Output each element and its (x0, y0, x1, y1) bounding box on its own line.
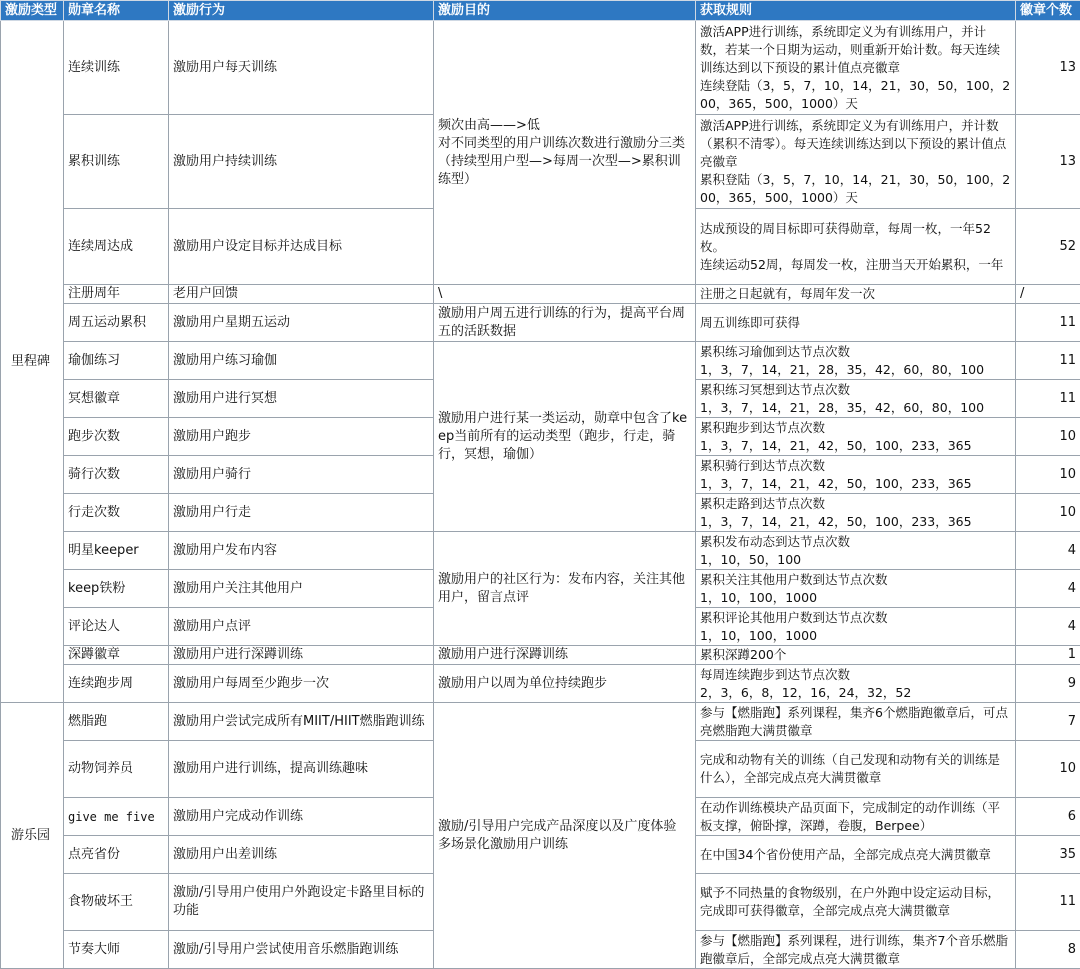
rule-cell: 参与【燃脂跑】系列课程，集齐6个燃脂跑徽章后，可点亮燃脂跑大满贯徽章 (696, 703, 1016, 741)
purpose-cell: \ (434, 285, 696, 304)
badge-name-cell: 深蹲徽章 (64, 646, 169, 665)
type-cell-milestone: 里程碑 (1, 21, 64, 703)
action-cell: 激励用户持续训练 (169, 115, 434, 209)
count-cell: 4 (1016, 570, 1080, 608)
count-cell: / (1016, 285, 1080, 304)
rule-cell: 累积跑步到达节点次数 1，3，7，14，21，42，50，100，233，365 (696, 418, 1016, 456)
count-cell: 6 (1016, 798, 1080, 836)
table-row (1, 665, 1080, 703)
count-cell: 8 (1016, 931, 1080, 969)
count-cell: 1 (1016, 646, 1080, 665)
count-cell: 11 (1016, 342, 1080, 380)
action-cell: 激励/引导用户使用户外跑设定卡路里目标的功能 (169, 874, 434, 931)
count-cell: 4 (1016, 608, 1080, 646)
rule-cell: 每周连续跑步到达节点次数 2，3，6，8，12，16，24，32，52 (696, 665, 1016, 703)
count-cell: 10 (1016, 418, 1080, 456)
count-cell: 10 (1016, 494, 1080, 532)
action-cell: 激励用户设定目标并达成目标 (169, 209, 434, 285)
rule-cell: 累积发布动态到达节点次数 1，10，50，100 (696, 532, 1016, 570)
count-cell: 9 (1016, 665, 1080, 703)
action-cell: 激励用户完成动作训练 (169, 798, 434, 836)
purpose-cell: 激励用户进行深蹲训练 (434, 646, 696, 665)
rule-cell: 赋予不同热量的食物级别，在户外跑中设定运动目标，完成即可获得徽章，全部完成点亮大满贯徽章 (696, 874, 1016, 931)
action-cell: 激励用户出差训练 (169, 836, 434, 874)
purpose-cell: 激励/引导用户完成产品深度以及广度体验 多场景化激励用户训练 (434, 703, 696, 969)
count-cell: 11 (1016, 874, 1080, 931)
rule-cell: 周五训练即可获得 (696, 304, 1016, 342)
action-cell: 激励用户练习瑜伽 (169, 342, 434, 380)
table-row (1, 21, 1080, 115)
header-type: 激励类型 (1, 1, 64, 21)
header-count: 徽章个数 (1016, 1, 1080, 21)
badge-name-cell: 注册周年 (64, 285, 169, 304)
badge-name-cell: 燃脂跑 (64, 703, 169, 741)
action-cell: 老用户回馈 (169, 285, 434, 304)
action-cell: 激励用户骑行 (169, 456, 434, 494)
rule-cell: 在动作训练模块产品页面下，完成制定的动作训练（平板支撑，俯卧撑，深蹲，卷腹，Berpee） (696, 798, 1016, 836)
rule-cell: 累积走路到达节点次数 1，3，7，14，21，42，50，100，233，365 (696, 494, 1016, 532)
badge-name-cell: 累积训练 (64, 115, 169, 209)
count-cell: 11 (1016, 380, 1080, 418)
action-cell: 激励用户跑步 (169, 418, 434, 456)
rule-cell: 累积关注其他用户数到达节点次数 1，10，100，1000 (696, 570, 1016, 608)
rule-cell: 激活APP进行训练，系统即定义为有训练用户，并计数，若某一个日期为运动，则重新开始计数。每天连续训练达到以下预设的累计值点亮徽章 连续登陆（3，5，7，10，14，21，30，50，100，200，365，500，1000）天 (696, 21, 1016, 115)
header-purpose: 激励目的 (434, 1, 696, 21)
action-cell: 激励用户尝试完成所有MIIT/HIIT燃脂跑训练 (169, 703, 434, 741)
count-cell: 52 (1016, 209, 1080, 285)
rule-cell: 激活APP进行训练，系统即定义为有训练用户，并计数（累积不清零）。每天连续训练达到以下预设的累计值点亮徽章 累积登陆（3，5，7，10，14，21，30，50，100，200，365，500，1000）天 (696, 115, 1016, 209)
count-cell: 10 (1016, 741, 1080, 798)
badge-name-cell: 行走次数 (64, 494, 169, 532)
table-row (1, 646, 1080, 665)
badge-name-cell: 骑行次数 (64, 456, 169, 494)
count-cell: 11 (1016, 304, 1080, 342)
count-cell: 10 (1016, 456, 1080, 494)
badge-name-cell: keep铁粉 (64, 570, 169, 608)
header-row (1, 1, 1080, 21)
badge-name-cell: 明星keeper (64, 532, 169, 570)
table-row (1, 285, 1080, 304)
action-cell: 激励/引导用户尝试使用音乐燃脂跑训练 (169, 931, 434, 969)
purpose-cell: 激励用户周五进行训练的行为，提高平台周五的活跃数据 (434, 304, 696, 342)
header-badge-name: 勋章名称 (64, 1, 169, 21)
table-row (1, 532, 1080, 570)
header-action: 激励行为 (169, 1, 434, 21)
purpose-cell: 激励用户的社区行为：发布内容，关注其他用户，留言点评 (434, 532, 696, 646)
rule-cell: 累积练习瑜伽到达节点次数 1，3，7，14，21，28，35，42，60，80，100 (696, 342, 1016, 380)
header-rule: 获取规则 (696, 1, 1016, 21)
rule-cell: 参与【燃脂跑】系列课程，进行训练，集齐7个音乐燃脂跑徽章后，全部完成点亮大满贯徽章 (696, 931, 1016, 969)
purpose-cell: 激励用户进行某一类运动，勋章中包含了keep当前所有的运动类型（跑步，行走，骑行，冥想，瑜伽） (434, 342, 696, 532)
badge-name-cell: 连续训练 (64, 21, 169, 115)
badge-name-cell: 点亮省份 (64, 836, 169, 874)
rule-cell: 累积深蹲200个 (696, 646, 1016, 665)
rule-cell: 累积练习冥想到达节点次数 1，3，7，14，21，28，35，42，60，80，100 (696, 380, 1016, 418)
action-cell: 激励用户进行训练，提高训练趣味 (169, 741, 434, 798)
purpose-cell: 频次由高——>低 对不同类型的用户训练次数进行激励分三类 （持续型用户型—>每周一次型—>累积训练型） (434, 21, 696, 285)
badge-name-cell: 跑步次数 (64, 418, 169, 456)
badge-name-cell: 食物破坏王 (64, 874, 169, 931)
action-cell: 激励用户进行冥想 (169, 380, 434, 418)
badge-name-cell: 连续周达成 (64, 209, 169, 285)
badge-name-cell: give me five (64, 798, 169, 836)
badge-name-cell: 冥想徽章 (64, 380, 169, 418)
rule-cell: 达成预设的周目标即可获得勋章，每周一枚，一年52枚。 连续运动52周，每周发一枚，注册当天开始累积，一年 (696, 209, 1016, 285)
badge-name-cell: 节奏大师 (64, 931, 169, 969)
badge-name-cell: 瑜伽练习 (64, 342, 169, 380)
badge-name-cell: 周五运动累积 (64, 304, 169, 342)
rule-cell: 完成和动物有关的训练（自己发现和动物有关的训练是什么），全部完成点亮大满贯徽章 (696, 741, 1016, 798)
action-cell: 激励用户关注其他用户 (169, 570, 434, 608)
count-cell: 7 (1016, 703, 1080, 741)
action-cell: 激励用户每周至少跑步一次 (169, 665, 434, 703)
badge-name-cell: 连续跑步周 (64, 665, 169, 703)
badge-name-cell: 评论达人 (64, 608, 169, 646)
table-row (1, 342, 1080, 380)
rule-cell: 累积评论其他用户数到达节点次数 1，10，100，1000 (696, 608, 1016, 646)
purpose-cell: 激励用户以周为单位持续跑步 (434, 665, 696, 703)
table-row (1, 703, 1080, 741)
type-cell-playground: 游乐园 (1, 703, 64, 969)
action-cell: 激励用户星期五运动 (169, 304, 434, 342)
action-cell: 激励用户每天训练 (169, 21, 434, 115)
action-cell: 激励用户点评 (169, 608, 434, 646)
badge-name-cell: 动物饲养员 (64, 741, 169, 798)
action-cell: 激励用户发布内容 (169, 532, 434, 570)
count-cell: 13 (1016, 21, 1080, 115)
action-cell: 激励用户行走 (169, 494, 434, 532)
rule-cell: 注册之日起就有，每周年发一次 (696, 285, 1016, 304)
rule-cell: 累积骑行到达节点次数 1，3，7，14，21，42，50，100，233，365 (696, 456, 1016, 494)
count-cell: 35 (1016, 836, 1080, 874)
count-cell: 13 (1016, 115, 1080, 209)
table-row (1, 304, 1080, 342)
count-cell: 4 (1016, 532, 1080, 570)
action-cell: 激励用户进行深蹲训练 (169, 646, 434, 665)
rule-cell: 在中国34个省份使用产品，全部完成点亮大满贯徽章 (696, 836, 1016, 874)
